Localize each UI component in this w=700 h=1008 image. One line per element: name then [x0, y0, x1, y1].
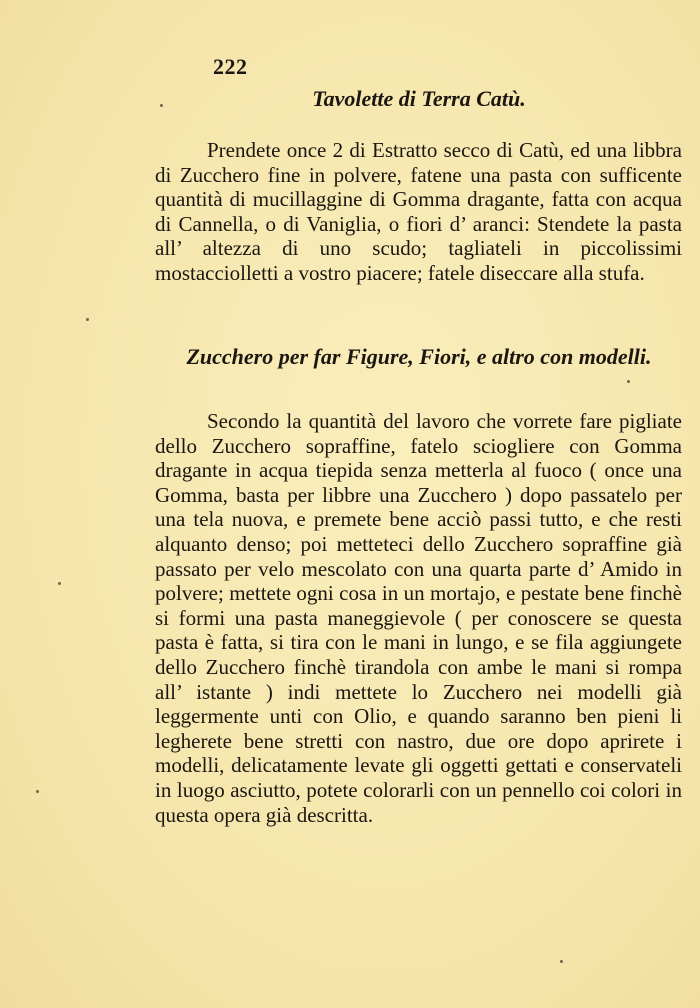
page-number: 222: [213, 54, 248, 79]
section-title-tavolette: Tavolette di Terra Catù.: [312, 86, 526, 111]
section-title-zucchero: Zucchero per far Figure, Fiori, e altro con modelli.: [186, 344, 652, 369]
recipe-paragraph-zucchero: Secondo la quantità del lavoro che vorrete fare pigliate dello Zucchero sopraffine, fatelo sciogliere con Gomma dragante in acqua tiepida senza metterla al fuoco ( once una Gomma, basta per libbre una Zucchero ) dopo passatelo per una tela nuova, e premete bene acciò passi tutto, e che resti alquanto denso; poi metteteci dello Zucchero sopraffine già passato per velo mescolato con una quarta parte d’ Amido in polvere; mettete ogni cosa in un mortajo, e pestate bene finchè si formi una pasta maneggievole ( per conoscere se questa pasta è fatta, si tira con le mani in lungo, e se fila aggiungete dello Zucchero finchè tirandola con ambe le mani si rompa all’ istante ) indi mettete lo Zucchero nei modelli già leggermente unti con Olio, e quando saranno ben pieni li legherete bene stretti con nastro, due ore dopo aprirete i modelli, delicatamente levate gli oggetti gettati e conservateli in luogo asciutto, potete colorarli con un pennello coi colori in questa opera già descritta.: [155, 409, 682, 827]
recipe-paragraph-tavolette: Prendete once 2 di Estratto secco di Catù, ed una libbra di Zucchero fine in polvere, fatene una pasta con sufficente quantità di mucillaggine di Gomma dragante, fatta con acqua di Cannella, o di Vaniglia, o fiori d’ aranci: Stendete la pasta all’ altezza di uno scudo; tagliateli in piccolissimi mostacciolletti a vostro piacere; fatele diseccare alla stufa.: [155, 138, 682, 285]
